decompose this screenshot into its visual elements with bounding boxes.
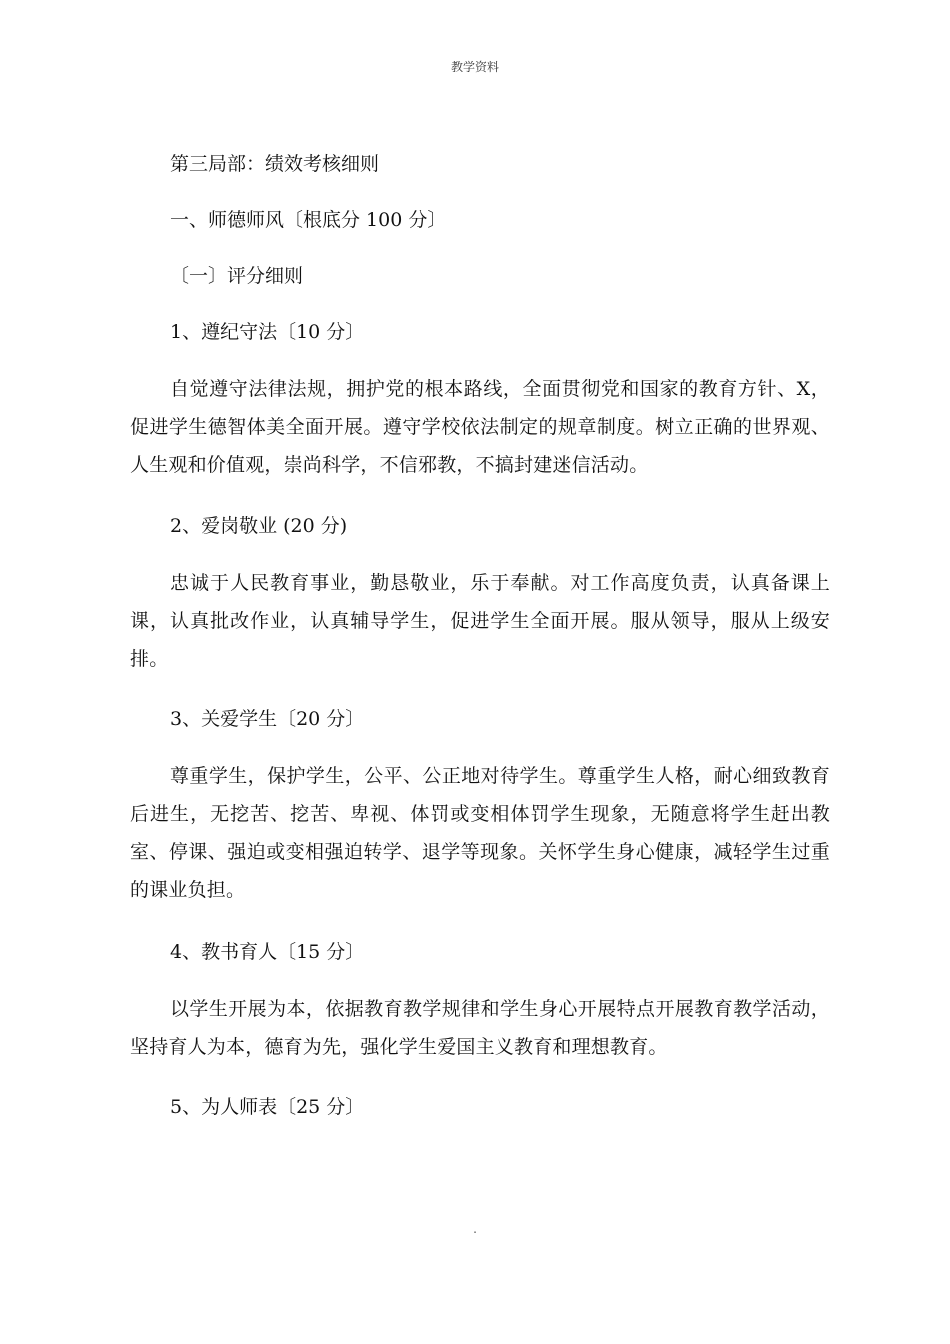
- section-title: 一、师德师风〔根底分 100 分〕: [170, 209, 447, 231]
- subsection-title: 〔一〕评分细则: [170, 265, 304, 287]
- item-heading-4: 4、教书育人〔15 分〕: [170, 941, 365, 963]
- part-title: 第三局部：绩效考核细则: [170, 153, 380, 175]
- item-body-4: 以学生开展为本，依据教育教学规律和学生身心开展特点开展教育教学活动，坚持育人为本，德育为先，强化学生爱国主义教育和理想教育。: [130, 998, 830, 1058]
- item-body-2: 忠诚于人民教育事业，勤恳敬业，乐于奉献。对工作高度负责，认真备课上课，认真批改作业，认真辅导学生，促进学生全面开展。服从领导，服从上级安排。: [130, 572, 830, 670]
- item-heading-3: 3、关爱学生〔20 分〕: [170, 708, 365, 730]
- item-body-3: 尊重学生，保护学生，公平、公正地对待学生。尊重学生人格，耐心细致教育后进生，无挖苦、挖苦、卑视、体罚或变相体罚学生现象，无随意将学生赶出教室、停课、强迫或变相强迫转学、退学等现象。关怀学生身心健康，减轻学生过重的课业负担。: [130, 765, 830, 901]
- item-heading-5: 5、为人师表〔25 分〕: [170, 1096, 365, 1118]
- page-footer-mark: .: [473, 1222, 477, 1236]
- item-body-1: 自觉遵守法律法规，拥护党的根本路线，全面贯彻党和国家的教育方针、X，促进学生德智体美全面开展。遵守学校依法制定的规章制度。树立正确的世界观、人生观和价值观，崇尚科学，不信邪教，不搞封建迷信活动。: [130, 378, 830, 476]
- item-heading-2: 2、爱岗敬业 (20 分): [170, 515, 348, 537]
- item-heading-1: 1、遵纪守法〔10 分〕: [170, 321, 365, 343]
- page-header: 教学资料: [450, 60, 499, 74]
